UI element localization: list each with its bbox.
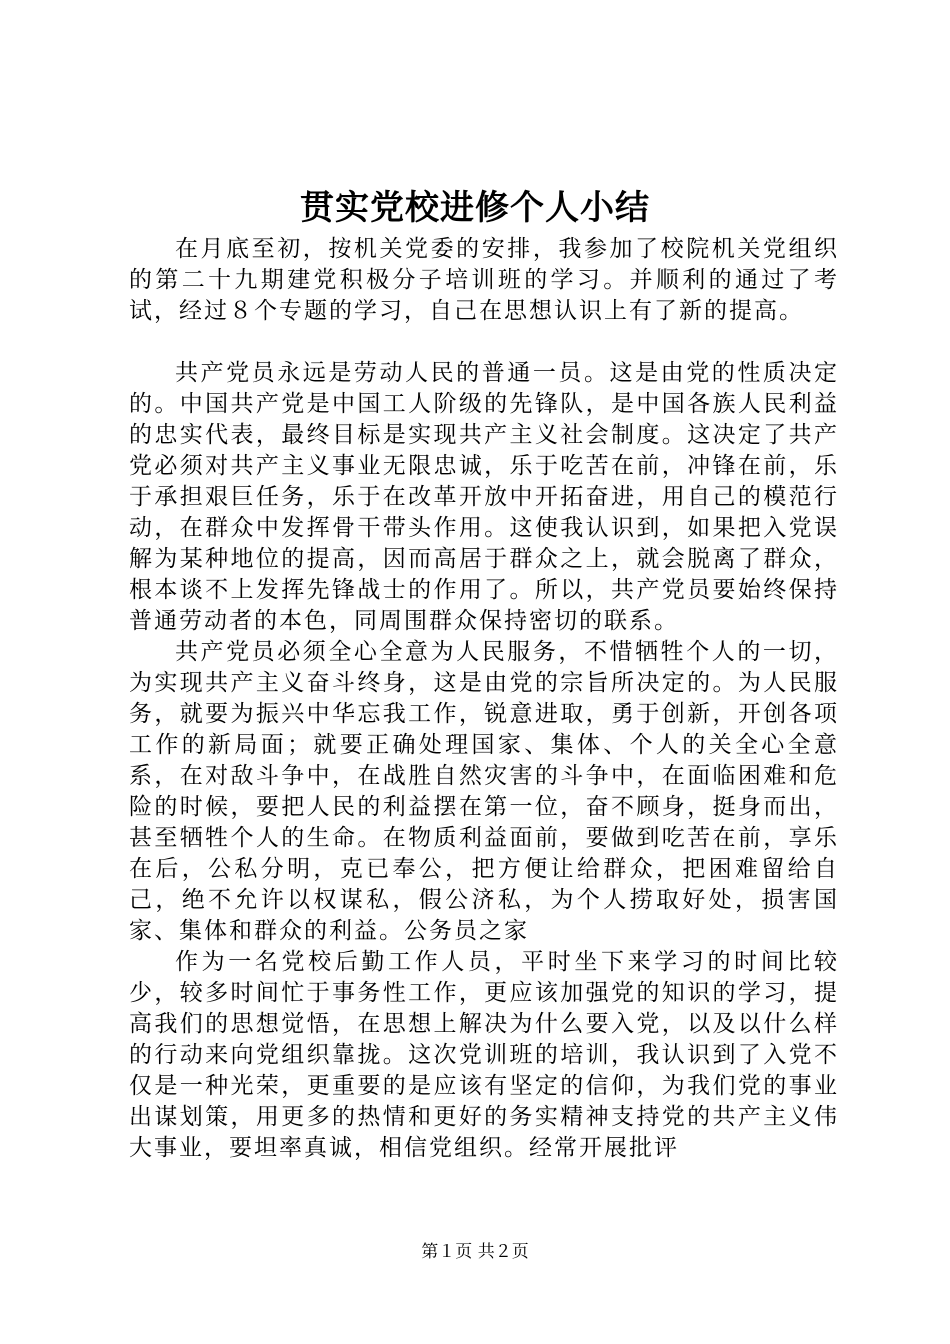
paragraph-serve-people: 共产党员必须全心全意为人民服务，不惜牺牲个人的一切，为实现共产主义奋斗终身，这是由党的宗旨所决定的。为人民服务，就要为振兴中华忘我工作，锐意进取，勇于创新，开创各项工作的新局面；就要正确处理国家、集体、个人的关全心全意系，在对敌斗争中，在战胜自然灾害的斗争中，在面临困难和危险的时候，要把人民的利益摆在第一位，奋不顾身，挺身而出，甚至牺牲个人的生命。在物质利益面前，要做到吃苦在前，享乐在后，公私分明，克已奉公，把方便让给群众，把困难留给自己，绝不允许以权谋私，假公济私，为个人捞取好处，损害国家、集体和群众的利益。公务员之家 (129, 639, 839, 944)
paragraph-ordinary-worker: 共产党员永远是劳动人民的普通一员。这是由党的性质决定的。中国共产党是中国工人阶级的先锋队，是中国各族人民利益的忠实代表，最终目标是实现共产主义社会制度。这决定了共产党必须对共产主义事业无限忠诚，乐于吃苦在前，冲锋在前，乐于承担艰巨任务，乐于在改革开放中开拓奋进，用自己的模范行动，在群众中发挥骨干带头作用。这使我认识到，如果把入党误解为某种地位的提高，因而高居于群众之上，就会脱离了群众，根本谈不上发挥先锋战士的作用了。所以，共产党员要始终保持普通劳动者的本色，同周围群众保持密切的联系。 (129, 360, 839, 634)
page-footer: 第１页 共２页 (421, 1242, 529, 1262)
document-body (129, 234, 839, 1164)
paragraph-intro: 在月底至初，按机关党委的安排，我参加了校院机关党组织的第二十九期建党积极分子培训班的学习。并顺利的通过了考试，经过８个专题的学习，自己在思想认识上有了新的提高。 (129, 236, 839, 324)
page-title: 贯实党校进修个人小结 (300, 188, 650, 228)
paragraph-reflection: 作为一名党校后勤工作人员，平时坐下来学习的时间比较少，较多时间忙于事务性工作，更应该加强党的知识的学习，提高我们的思想觉悟，在思想上解决为什么要入党，以及以什么样的行动来向党组织靠拢。这次党训班的培训，我认识到了入党不仅是一种光荣，更重要的是应该有坚定的信仰，为我们党的事业出谋划策，用更多的热情和更好的务实精神支持党的共产主义伟大事业，要坦率真诚，相信党组织。经常开展批评 (129, 949, 839, 1161)
